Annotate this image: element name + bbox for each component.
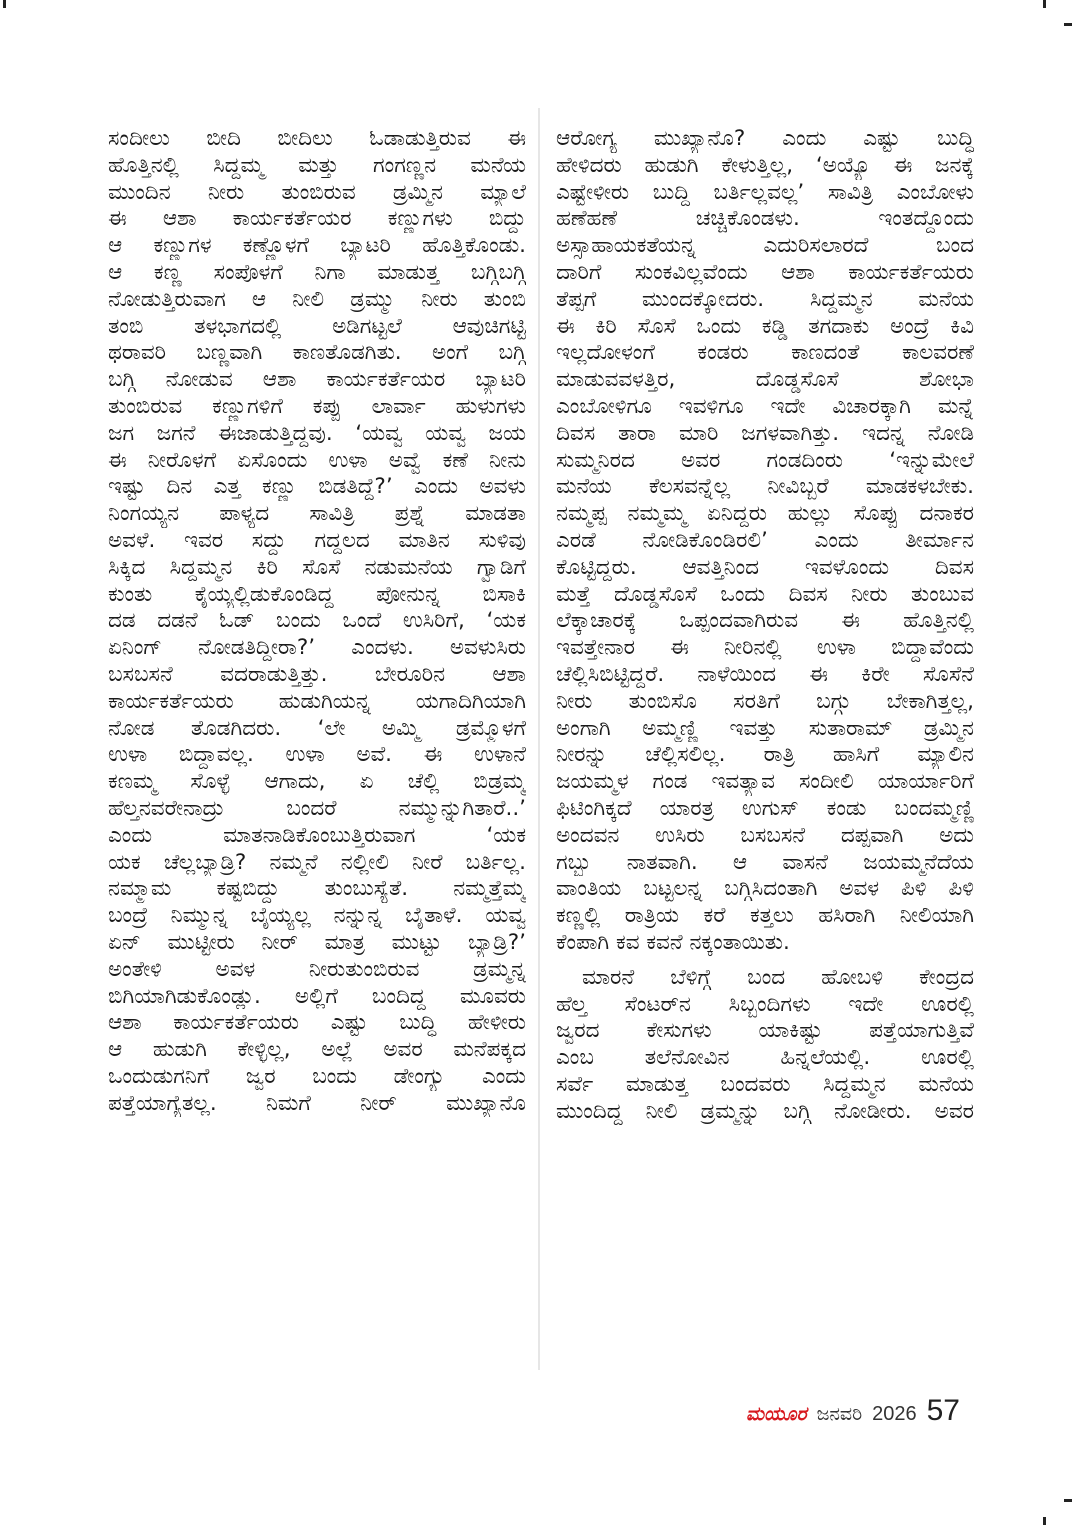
- text-line: ಅಂದವನ ಉಸಿರು ಬಸಬಸನೆ ದಪ್ಪವಾಗಿ ಅದು: [556, 822, 974, 848]
- text-line: ಬಗ್ಗಿ ನೋಡುವ ಆಶಾ ಕಾರ್ಯಕರ್ತೆಯರ ಬ್ಯಾಟರಿ: [108, 367, 526, 393]
- crop-mark-top-right: [1043, 0, 1046, 8]
- crop-mark-bottom-right: [1043, 1517, 1046, 1525]
- text-line: ಎಂಬ ತಲೆನೋವಿನ ಹಿನ್ನಲೆಯಲ್ಲಿ. ಊರಲ್ಲಿ: [556, 1045, 974, 1071]
- text-line: ಎಂದು ಮಾತನಾಡಿಕೊಂಬುತ್ತಿರುವಾಗ ‘ಯಕ: [108, 822, 526, 848]
- text-line: ಎಷ್ಟೇಳೀರು ಬುದ್ಧಿ ಬರ್ತಿಲ್ಲವಲ್ಲ’ ಸಾವಿತ್ರಿ ಎಂಬೋಳು: [556, 179, 974, 205]
- article-column-left: [108, 126, 526, 1117]
- text-line: ಸುಮ್ಮನಿರದ ಅವರ ಗಂಡದಿಂರು ‘ಇನ್ನುಮೇಲೆ: [556, 447, 974, 473]
- text-line: ತೆಪ್ಪಗೆ ಮುಂದಕ್ಕೋದರು. ಸಿದ್ದಮ್ಮನ ಮನೆಯ: [556, 286, 974, 312]
- text-line: ನೋಡ ತೊಡಗಿದರು. ‘ಲೇ ಅಮ್ಮಿ ಡ್ರಮ್ಮೊಳಗೆ: [108, 715, 526, 741]
- text-line: ಲೆಕ್ಕಾಚಾರಕ್ಕೆ ಒಪ್ಪಂದವಾಗಿರುವ ಈ ಹೊತ್ತಿನಲ್ಲಿ: [556, 608, 974, 634]
- text-line: ದಡ ದಡನೆ ಓಡ್ ಬಂದು ಒಂದೆ ಉಸಿರಿಗೆ, ‘ಯಕ: [108, 608, 526, 634]
- text-line: ಅಂಗಾಗಿ ಅಮ್ಮಣ್ಣಿ ಇವತ್ತು ಸುತಾರಾಮ್ ಡ್ರಮ್ಮಿನ: [556, 715, 974, 741]
- text-line: ನಿಂಗಯ್ಯನ ಪಾಳ್ಯದ ಸಾವಿತ್ರಿ ಪ್ರಶ್ನೆ ಮಾಡತಾ: [108, 501, 526, 527]
- text-line: ಕೆಂಪಾಗಿ ಕವ ಕವನೆ ನಕ್ಕಂತಾಯಿತು.: [556, 929, 790, 955]
- text-line: ಗಬ್ಬು ನಾತವಾಗಿ. ಆ ವಾಸನೆ ಜಯಮ್ಮನೆದೆಯ: [556, 849, 974, 875]
- text-line: ಆಶಾ ಕಾರ್ಯಕರ್ತೆಯರು ಎಷ್ಟು ಬುದ್ಧಿ ಹೇಳೀರು: [108, 1010, 526, 1036]
- text-line: ಕಣ್ಣಲ್ಲಿ ರಾತ್ರಿಯ ಕರೆ ಕತ್ತಲು ಹಸಿರಾಗಿ ನೀಲಿಯಾಗಿ: [556, 903, 974, 929]
- text-line: ಹೆಲ್ತನವರೇನಾದ್ರು ಬಂದರೆ ನಮ್ಮುನ್ನುಗಿತಾರೆ..’: [108, 795, 526, 821]
- magazine-logo: ಮಯೂರ: [745, 1403, 807, 1425]
- text-line: ಹೊತ್ತಿನಲ್ಲಿ ಸಿದ್ದಮ್ಮ ಮತ್ತು ಗಂಗಣ್ಣನ ಮನೆಯ: [108, 152, 526, 178]
- text-line: ತುಂಬಿರುವ ಕಣ್ಣುಗಳಿಗೆ ಕಪ್ಪು ಲಾರ್ವಾ ಹುಳುಗಳು: [108, 393, 526, 419]
- text-line: ಬಂದ್ರೆ ನಿಮ್ಮುನ್ನ ಬೈಯ್ಯಲ್ಲ ನನ್ನುನ್ನ ಬೈತಾಳೆ. ಯವ್ವ: [108, 903, 526, 929]
- text-line: ಆ ಹುಡುಗಿ ಕೇಳ್ಳಿಲ್ಲ, ಅಲ್ಲೆ ಅವರ ಮನೆಪಕ್ಕದ: [108, 1037, 526, 1063]
- article-column-right: [556, 126, 974, 1125]
- text-line: ನೀರು ತುಂಬಿಸೊ ಸರತಿಗೆ ಬಗ್ಗು ಬೇಕಾಗಿತ್ತಲ್ಲ,: [556, 688, 974, 714]
- text-line: ಒಂದುಡುಗನಿಗೆ ಜ್ವರ ಬಂದು ಡೇಂಗ್ಯು ಎಂದು: [108, 1063, 526, 1089]
- text-line: ಅಸ್ಸಾಹಾಯಕತೆಯನ್ನ ಎದುರಿಸಲಾರದೆ ಬಂದ: [556, 233, 974, 259]
- text-line: ನೋಡುತ್ತಿರುವಾಗ ಆ ನೀಲಿ ಡ್ರಮ್ಮು ನೀರು ತುಂಬಿ: [108, 286, 526, 312]
- text-line: ಹಣೆಹಣೆ ಚಚ್ಚಿಕೊಂಡಳು. ಇಂತದ್ದೊಂದು: [556, 206, 974, 232]
- text-line: ಎಂಬೋಳಿಗೂ ಇವಳಿಗೂ ಇದೇ ವಿಚಾರಕ್ಕಾಗಿ ಮನ್ನೆ: [556, 393, 974, 419]
- text-line: ಕೊಟ್ಟಿದ್ದರು. ಆವತ್ತಿನಿಂದ ಇವಳೊಂದು ದಿವಸ: [556, 554, 974, 580]
- text-line: ಕಾರ್ಯಕರ್ತೆಯರು ಹುಡುಗಿಯನ್ನ ಯಗಾದಿಗಿಯಾಗಿ: [108, 688, 526, 714]
- text-line: ಮುಂದಿನ ನೀರು ತುಂಬಿರುವ ಡ್ರಮ್ಮಿನ ಮ್ಯಾಲೆ: [108, 179, 526, 205]
- text-line: ದಾರಿಗೆ ಸುಂಕವಿಲ್ಲವೆಂದು ಆಶಾ ಕಾರ್ಯಕರ್ತೆಯರು: [556, 259, 974, 285]
- issue-year: 2026: [872, 1403, 917, 1425]
- text-line: ಎರಡೆ ನೋಡಿಕೊಂಡಿರಲಿ’ ಎಂದು ತೀರ್ಮಾನ: [556, 527, 974, 553]
- text-line: ಜಯಮ್ಮಳ ಗಂಡ ಇವತ್ಯಾವ ಸಂದೀಲಿ ಯಾರ್ಯಾರಿಗೆ: [556, 769, 974, 795]
- text-line: ಆ ಕಣ್ಣ ಸಂಪೊಳಗೆ ನಿಗಾ ಮಾಡುತ್ತ ಬಗ್ಗಿಬಗ್ಗಿ: [108, 259, 526, 285]
- text-line: ಬಸಬಸನೆ ವದರಾಡುತ್ತಿತ್ತು. ಬೇರೂರಿನ ಆಶಾ: [108, 661, 526, 687]
- text-line: ತಂಬಿ ತಳಭಾಗದಲ್ಲಿ ಅಡಿಗಟ್ಟಲೆ ಆವುಚಿಗಟ್ಟಿ: [108, 313, 526, 339]
- text-line: ಹೆಲ್ತ ಸೆಂಟರ್‌ನ ಸಿಬ್ಬಂದಿಗಳು ಇದೇ ಊರಲ್ಲಿ: [556, 991, 974, 1017]
- text-line: ಥರಾವರಿ ಬಣ್ಣವಾಗಿ ಕಾಣತೊಡಗಿತು. ಅಂಗೆ ಬಗ್ಗಿ: [108, 340, 526, 366]
- text-line: ಏನಿಂಗ್ ನೋಡತಿದ್ದೀರಾ?’ ಎಂದಳು. ಅವಳುಸಿರು: [108, 635, 526, 661]
- crop-mark-top-left: [3, 0, 6, 8]
- text-line: ಫಿಟಿಂಗಿಕ್ಕದೆ ಯಾರತ್ರ ಉಗುಸ್ ಕಂಡು ಬಂದಮ್ಮಣ್ಣಿ: [556, 795, 974, 821]
- text-line: ಆರೋಗ್ಯ ಮುಖ್ಯಾನೊ? ಎಂದು ಎಷ್ಟು ಬುದ್ಧಿ: [556, 126, 974, 151]
- text-line: ಚೆಲ್ಲಿಸಿಬಿಟ್ಟಿದ್ದರೆ. ನಾಳೆಯಿಂದ ಈ ಕಿರೇ ಸೊಸೆನೆ: [556, 661, 974, 687]
- text-line: ವಾಂತಿಯ ಬಟ್ಟಲನ್ನ ಬಗ್ಗಿಸಿದಂತಾಗಿ ಅವಳ ಪಿಳಿ ಪಿಳಿ: [556, 876, 974, 902]
- text-line: ನಮ್ಮಾಮ ಕಷ್ಟಬಿದ್ದು ತುಂಬುಸ್ಯೆತೆ. ನಮ್ಮತ್ತೆಮ್ಮ: [108, 876, 526, 902]
- text-line: ಬಿಗಿಯಾಗಿಡುಕೊಂಡ್ಲು. ಅಲ್ಲಿಗೆ ಬಂದಿದ್ದ ಮೂವರು: [108, 983, 526, 1009]
- text-line: ಈ ನೀರೊಳಗೆ ಏಸೊಂದು ಉಳಾ ಅವ್ವೆ ಕಣೆ ನೀನು: [108, 447, 526, 473]
- text-line: ಜಗ ಜಗನೆ ಈಜಾಡುತ್ತಿದ್ದವು. ‘ಯವ್ವ ಯವ್ವ ಜಯ: [108, 420, 526, 446]
- text-line: ಸರ್ವೆ ಮಾಡುತ್ತ ಬಂದವರು ಸಿದ್ದಮ್ಮನ ಮನೆಯ: [556, 1071, 974, 1097]
- text-line: ಮಾರನೆ ಬೆಳಿಗ್ಗೆ ಬಂದ ಹೋಬಳಿ ಕೇಂದ್ರದ: [582, 964, 974, 990]
- text-line: ಸಂದೀಲು ಬೀದಿ ಬೀದಿಲು ಓಡಾಡುತ್ತಿರುವ ಈ: [108, 126, 526, 151]
- text-line: ಯಕ ಚೆಲ್ಲಬ್ಯಾಡ್ರಿ? ನಮ್ಮನೆ ನಲ್ಲೀಲಿ ನೀರೆ ಬರ್ತಿಲ್ಲ.: [108, 849, 526, 875]
- text-line: ಪತ್ತೆಯಾಗ್ಯೆತಲ್ಲ. ನಿಮಗೆ ನೀರ್ ಮುಖ್ಯಾನೊ: [108, 1090, 526, 1116]
- column-divider: [538, 108, 540, 1370]
- text-line: ನಮ್ಮಪ್ಪ ನಮ್ಮಮ್ಮ ಏನಿದ್ದರು ಹುಲ್ಲು ಸೊಪ್ಪು ದನಾಕರ: [556, 501, 974, 527]
- issue-month: ಜನವರಿ: [816, 1403, 863, 1425]
- text-line: ಅವಳೆ. ಇವರ ಸದ್ದು ಗದ್ದಲದ ಮಾತಿನ ಸುಳಿವು: [108, 527, 526, 553]
- crop-mark-top-right-side: [1064, 23, 1072, 26]
- text-line: ಇಲ್ಲದೋಳಂಗೆ ಕಂಡರು ಕಾಣದಂತೆ ಕಾಲವರಣೆ: [556, 340, 974, 366]
- text-line: ಉಳಾ ಬಿದ್ದಾವಲ್ಲ. ಉಳಾ ಅವೆ. ಈ ಉಳಾನೆ: [108, 742, 526, 768]
- text-line: ಇವತ್ತೇನಾರ ಈ ನೀರಿನಲ್ಲಿ ಉಳಾ ಬಿದ್ದಾವೆಂದು: [556, 635, 974, 661]
- text-line: ಈ ಆಶಾ ಕಾರ್ಯಕರ್ತೆಯರ ಕಣ್ಣುಗಳು ಬಿದ್ದು: [108, 206, 526, 232]
- page-number: 57: [926, 1394, 960, 1427]
- text-line: ಇಷ್ಟು ದಿನ ಎತ್ತ ಕಣ್ಣು ಬಿಡತಿದ್ದೆ?’ ಎಂದು ಅವಳು: [108, 474, 526, 500]
- crop-mark-bottom-right-side: [1064, 1499, 1072, 1502]
- text-line: ಅಂತೇಳಿ ಅವಳ ನೀರುತುಂಬಿರುವ ಡ್ರಮ್ಮನ್ನ: [108, 956, 526, 982]
- page-footer: [746, 1394, 960, 1428]
- text-line: ಆ ಕಣ್ಣುಗಳ ಕಣ್ಣೊಳಗೆ ಬ್ಯಾಟರಿ ಹೊತ್ತಿಕೊಂಡು.: [108, 233, 526, 259]
- text-line: ಮುಂದಿದ್ದ ನೀಲಿ ಡ್ರಮ್ಮನ್ನು ಬಗ್ಗಿ ನೋಡೀರು. ಅವರ: [556, 1098, 974, 1124]
- text-line: ಕಣಮ್ಮ ಸೊಳ್ಳೆ ಆಗಾದು, ಏ ಚೆಲ್ಲಿ ಬಿಡ್ರಮ್ಮ: [108, 769, 526, 795]
- text-line: ದಿವಸ ತಾರಾ ಮಾರಿ ಜಗಳವಾಗಿತ್ತು. ಇದನ್ನ ನೋಡಿ: [556, 420, 974, 446]
- text-line: ನೀರನ್ನು ಚೆಲ್ಲಿಸಲಿಲ್ಲ. ರಾತ್ರಿ ಹಾಸಿಗೆ ಮ್ಯಾಲಿನ: [556, 742, 974, 768]
- text-line: ಸಿಕ್ಕಿದ ಸಿದ್ದಮ್ಮನ ಕಿರಿ ಸೊಸೆ ನಡುಮನೆಯ ಗ್ವಾಡಿಗೆ: [108, 554, 526, 580]
- text-line: ಮತ್ತೆ ದೊಡ್ಡಸೊಸೆ ಒಂದು ದಿವಸ ನೀರು ತುಂಬುವ: [556, 581, 974, 607]
- text-line: ಹೇಳಿದರು ಹುಡುಗಿ ಕೇಳುತ್ತಿಲ್ಲ, ‘ಅಯ್ಯೊ ಈ ಜನಕ್ಕೆ: [556, 152, 974, 178]
- text-line: ಮನೆಯ ಕೆಲಸವನ್ನೆಲ್ಲ ನೀವಿಬ್ಬರೆ ಮಾಡಕಳಬೇಕು.: [556, 474, 974, 500]
- text-line: ಏನ್ ಮುಟ್ಟೀರು ನೀರ್ ಮಾತ್ರ ಮುಟ್ಟು ಬ್ಯಾಡ್ರಿ?’: [108, 929, 526, 955]
- text-line: ಜ್ವರದ ಕೇಸುಗಳು ಯಾಕಿಷ್ಟು ಪತ್ತೆಯಾಗುತ್ತಿವೆ: [556, 1018, 974, 1044]
- text-line: ಕುಂತು ಕೈಯ್ಯಲ್ಲಿಡುಕೊಂಡಿದ್ದ ಪೋನುನ್ನ ಬಿಸಾಕಿ: [108, 581, 526, 607]
- text-line: ಈ ಕಿರಿ ಸೊಸೆ ಒಂದು ಕಡ್ಡಿ ತಗದಾಕು ಅಂದ್ರೆ ಕಿವಿ: [556, 313, 974, 339]
- text-line: ಮಾಡುವವಳತ್ತಿರ, ದೊಡ್ಡಸೊಸೆ ಶೋಭಾ: [556, 367, 974, 393]
